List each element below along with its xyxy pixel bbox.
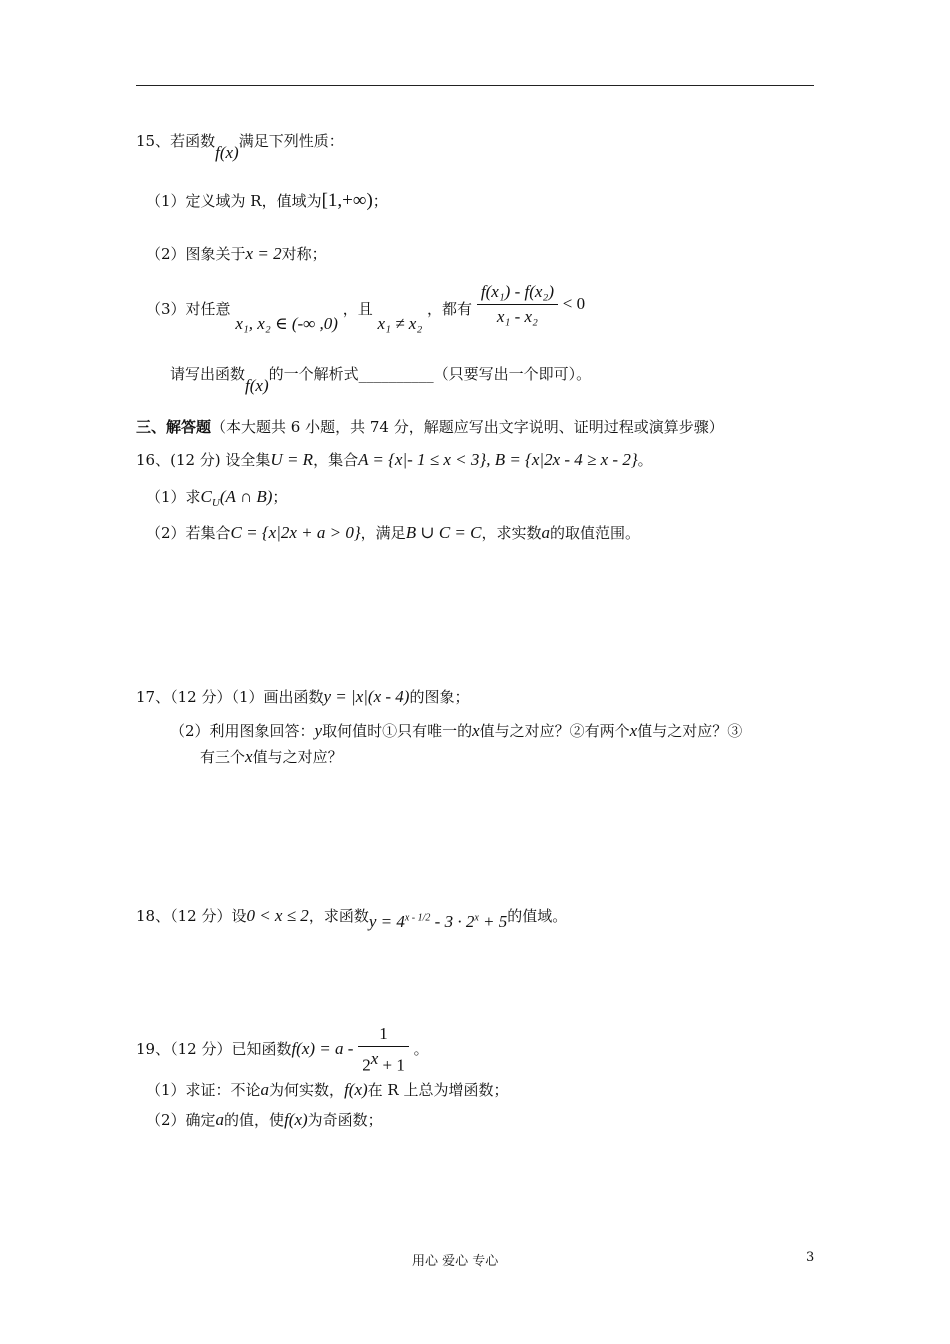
q17-part-2-cont: 有三个x值与之对应？ bbox=[200, 747, 343, 766]
q19-part-2: （2）确定a的值，使f(x)为奇函数； bbox=[146, 1110, 383, 1129]
q15-intro: 15、若函数f(x)满足下列性质： bbox=[136, 132, 344, 162]
section-3-heading: 三、解答题（本大题共 6 小题，共 74 分，解题应写出文字说明、证明过程或演算步骤） bbox=[136, 418, 724, 436]
q15-property-1: （1）定义域为 R，值域为[1,+∞)； bbox=[146, 190, 388, 211]
q16-part-2: （2）若集合C = {x|2x + a > 0}，满足B ∪ C = C，求实数a的取值范围。 bbox=[146, 523, 640, 542]
q15-ask: 请写出函数f(x)的一个解析式__________（只要写出一个即可）。 bbox=[170, 365, 592, 395]
q15-property-3: （3）对任意 x₁, x₂ ∈ (-∞ ,0) ，且 x₁ ≠ x₂ ，都有 $\frac{\text{f(x₁) - f(x₂)}}{\text{x₁ - x₂}}$ < 0 bbox=[146, 282, 586, 333]
header-rule bbox=[136, 85, 814, 86]
q15-fraction: $\frac{\text{f(x₁) - f(x₂)}}{\text{x₁ - x₂}}$ bbox=[477, 282, 558, 328]
q17-part-1: 17、（12 分）（1）画出函数y = |x|(x - 4)的图象； bbox=[136, 687, 470, 706]
q17-part-2: （2）利用图象回答：y取何值时①只有唯一的x值与之对应？②有两个x值与之对应？③ bbox=[170, 721, 743, 740]
q19-statement: 19、（12 分）已知函数f(x) = a - $\frac{1}{2^x + 1}$ 。 bbox=[136, 1024, 429, 1076]
q15-property-2: （2）图象关于x = 2对称； bbox=[146, 244, 327, 263]
q18-statement: 18、（12 分）设0 < x ≤ 2，求函数$y = 4^{x - 1/2} - 3 \cdot 2^x + 5$的值域。 bbox=[136, 906, 568, 931]
page-number: 3 bbox=[806, 1250, 815, 1265]
q19-fraction: $\frac{1}{2^x + 1}$ bbox=[358, 1024, 409, 1076]
q16-statement: 16、(12 分) 设全集U = R，集合A = {x|- 1 ≤ x < 3}, B = {x|2x - 4 ≥ x - 2}。 bbox=[136, 450, 653, 469]
q19-part-1: （1）求证：不论a为何实数，f(x)在 R 上总为增函数； bbox=[146, 1080, 509, 1099]
footer-slogan: 用心 爱心 专心 bbox=[412, 1254, 499, 1269]
q16-part-1: （1）求$C_U(A$ ∩ B)； bbox=[146, 487, 288, 509]
